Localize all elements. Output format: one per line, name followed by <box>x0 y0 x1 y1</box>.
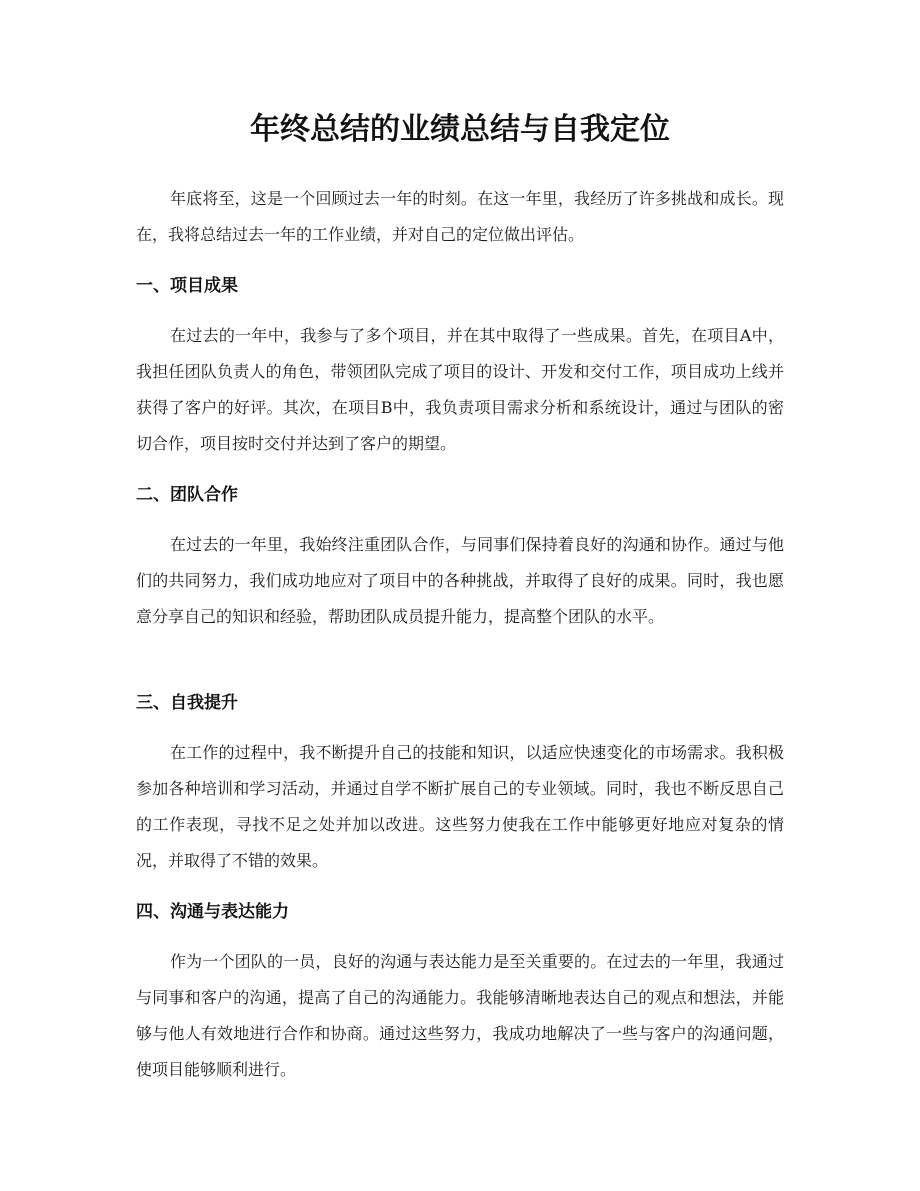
intro-paragraph: 年底将至，这是一个回顾过去一年的时刻。在这一年里，我经历了许多挑战和成长。现在，我将总结过去一年的工作业绩，并对自己的定位做出评估。 <box>136 189 784 244</box>
section-body-self-improvement: 在工作的过程中，我不断提升自己的技能和知识，以适应快速变化的市场需求。我积极参加各种培训和学习活动，并通过自学不断扩展自己的专业领域。同时，我也不断反思自己的工作表现，寻找不足之处并加以改进。这些努力使我在工作中能够更好地应对复杂的情况，并取得了不错的效果。 <box>136 743 784 870</box>
section-body-block-self-improvement <box>136 735 784 879</box>
section-body-block-communication <box>136 944 784 1088</box>
section-body-teamwork: 在过去的一年里，我始终注重团队合作，与同事们保持着良好的沟通和协作。通过与他们的共同努力，我们成功地应对了项目中的各种挑战，并取得了良好的成果。同时，我也愿意分享自己的知识和经验，帮助团队成员提升能力，提高整个团队的水平。 <box>136 535 784 626</box>
section-body-block-project-results <box>136 318 784 462</box>
page-title: 年终总结的业绩总结与自我定位 <box>250 112 670 147</box>
section-heading-teamwork: 二、团队合作 <box>136 485 238 505</box>
section-body-block-teamwork <box>136 527 784 635</box>
section-body-project-results: 在过去的一年中，我参与了多个项目，并在其中取得了一些成果。首先，在项目A中，我担任团队负责人的角色，带领团队完成了项目的设计、开发和交付工作，项目成功上线并获得了客户的好评。其次，在项目B中，我负责项目需求分析和系统设计，通过与团队的密切合作，项目按时交付并达到了客户的期望。 <box>136 326 784 453</box>
section-body-communication: 作为一个团队的一员，良好的沟通与表达能力是至关重要的。在过去的一年里，我通过与同事和客户的沟通，提高了自己的沟通能力。我能够清晰地表达自己的观点和想法，并能够与他人有效地进行合作和协商。通过这些努力，我成功地解决了一些与客户的沟通问题，使项目能够顺利进行。 <box>136 952 784 1079</box>
section-heading-project-results: 一、项目成果 <box>136 276 238 296</box>
section-heading-self-improvement: 三、自我提升 <box>136 693 238 713</box>
section-heading-communication: 四、沟通与表达能力 <box>136 902 289 922</box>
intro-paragraph-block <box>136 181 784 253</box>
